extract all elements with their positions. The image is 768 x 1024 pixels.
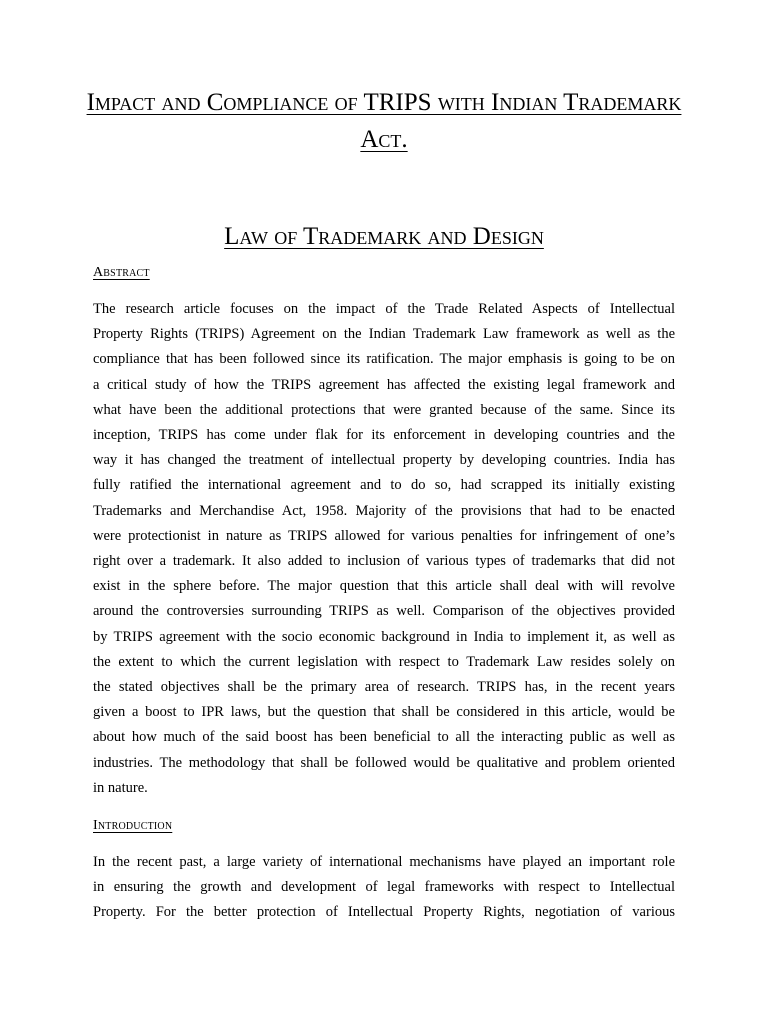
text-line: way it has changed the treatment of intellectual property by developing countries. India has	[93, 452, 675, 469]
text-line: In the recent past, a large variety of international mechanisms have played an important role	[93, 854, 675, 870]
text-line: were protectionist in nature as TRIPS allowed for various penalties for infringement of one’s	[93, 527, 675, 544]
abstract-heading: Abstract	[93, 265, 150, 280]
text-line: a critical study of how the TRIPS agreement has affected the existing legal framework and	[93, 376, 675, 393]
text-line: around the controversies surrounding TRIPS as well. Comparison of the objectives provided	[93, 603, 675, 620]
text-line: exist in the sphere before. The major question that this article shall deal with will revolve	[93, 578, 675, 595]
text-line: industries. The methodology that shall be followed would be qualitative and problem oriented	[93, 754, 675, 771]
text-line: given a boost to IPR laws, but the question that shall be considered in this article, would be	[93, 704, 675, 721]
text-line: right over a trademark. It also added to inclusion of various types of trademarks that did not	[93, 553, 675, 570]
text-line: The research article focuses on the impact of the Trade Related Aspects of Intellectual	[93, 301, 675, 317]
text-line: what have been the additional protections that were granted because of the same. Since its	[93, 401, 675, 418]
document-subtitle: Law of Trademark and Design	[224, 223, 544, 250]
text-line: Property Rights (TRIPS) Agreement on the Indian Trademark Law framework as well as the	[93, 326, 675, 343]
text-line: Property. For the better protection of Intellectual Property Rights, negotiation of various	[93, 904, 675, 921]
text-line: the extent to which the current legislation with respect to Trademark Law resides solely on	[93, 653, 675, 670]
introduction-paragraph	[93, 850, 675, 926]
text-line: fully ratified the international agreement and to do so, had scrapped its initially existing	[93, 477, 675, 494]
introduction-heading: Introduction	[93, 818, 173, 833]
text-line: Trademarks and Merchandise Act, 1958. Majority of the provisions that had to be enacted	[93, 502, 675, 519]
text-line: by TRIPS agreement with the socio economic background in India to implement it, as well as	[93, 628, 675, 645]
text-line: the stated objectives shall be the primary area of research. TRIPS has, in the recent years	[93, 679, 675, 696]
text-line: compliance that has been followed since its ratification. The major emphasis is going to be on	[93, 351, 675, 368]
text-line: in ensuring the growth and development of legal frameworks with respect to Intellectual	[93, 879, 675, 896]
document-title: Impact and Compliance of TRIPS with Indian Trademark Act.	[86, 89, 682, 153]
text-line: in nature.	[93, 779, 148, 796]
abstract-paragraph	[93, 297, 675, 801]
text-line: inception, TRIPS has come under flak for its enforcement in developing countries and the	[93, 427, 675, 444]
text-line: about how much of the said boost has been beneficial to all the interacting public as well as	[93, 729, 675, 746]
